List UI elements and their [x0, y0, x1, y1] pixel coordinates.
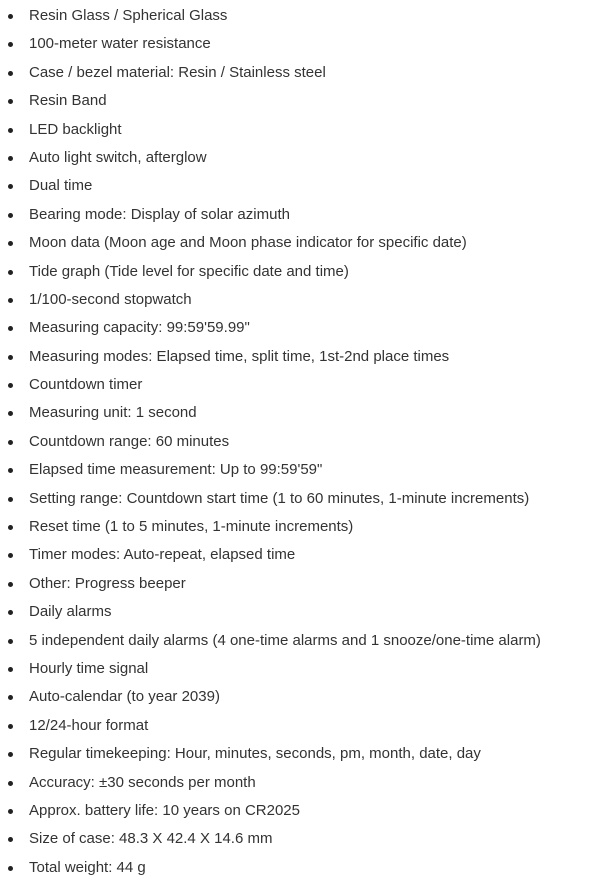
spec-list-item: [0, 343, 600, 371]
spec-text: Total weight: 44 g: [29, 858, 146, 876]
spec-text: Case / bezel material: Resin / Stainless steel: [29, 63, 326, 81]
bullet-icon: [8, 781, 13, 786]
bullet-icon: [8, 695, 13, 700]
spec-text: Accuracy: ±30 seconds per month: [29, 773, 256, 791]
spec-list-item: [0, 740, 600, 768]
bullet-icon: [8, 837, 13, 842]
spec-text: 5 independent daily alarms (4 one-time alarms and 1 snooze/one-time alarm): [29, 631, 541, 649]
spec-text: Dual time: [29, 177, 93, 195]
spec-list-item: [0, 570, 600, 598]
spec-list-item: [0, 2, 600, 30]
spec-text: Other: Progress beeper: [29, 574, 186, 592]
spec-text: Measuring capacity: 99:59'59.99": [29, 319, 250, 337]
spec-list-item: [0, 683, 600, 711]
bullet-icon: [8, 667, 13, 672]
bullet-icon: [8, 411, 13, 416]
bullet-icon: [8, 270, 13, 275]
spec-list-item: [0, 30, 600, 58]
spec-list-item: [0, 314, 600, 342]
spec-text: LED backlight: [29, 120, 122, 138]
bullet-icon: [8, 71, 13, 76]
spec-text: 100-meter water resistance: [29, 35, 211, 53]
bullet-icon: [8, 99, 13, 104]
spec-text: Auto light switch, afterglow: [29, 148, 207, 166]
bullet-icon: [8, 213, 13, 218]
bullet-icon: [8, 525, 13, 530]
bullet-icon: [8, 156, 13, 161]
spec-list-item: [0, 428, 600, 456]
bullet-icon: [8, 497, 13, 502]
bullet-icon: [8, 326, 13, 331]
bullet-icon: [8, 355, 13, 360]
spec-list-item: [0, 116, 600, 144]
spec-list-item: [0, 87, 600, 115]
spec-text: Timer modes: Auto-repeat, elapsed time: [29, 546, 296, 564]
spec-text: Regular timekeeping: Hour, minutes, seconds, pm, month, date, day: [29, 745, 481, 763]
bullet-icon: [8, 724, 13, 729]
bullet-icon: [8, 14, 13, 19]
spec-list-item: [0, 371, 600, 399]
spec-text: Setting range: Countdown start time (1 to 60 minutes, 1-minute increments): [29, 489, 530, 507]
spec-list-item: [0, 598, 600, 626]
spec-text: Countdown range: 60 minutes: [29, 432, 230, 450]
bullet-icon: [8, 468, 13, 473]
spec-list-item: [0, 229, 600, 257]
bullet-icon: [8, 610, 13, 615]
bullet-icon: [8, 866, 13, 871]
spec-text: Approx. battery life: 10 years on CR2025: [29, 801, 300, 819]
spec-text: Resin Glass / Spherical Glass: [29, 7, 228, 24]
spec-text: Hourly time signal: [29, 659, 149, 677]
spec-text: Daily alarms: [29, 603, 112, 621]
spec-list-item: [0, 172, 600, 200]
spec-list-item: [0, 655, 600, 683]
bullet-icon: [8, 241, 13, 246]
spec-text: Countdown timer: [29, 376, 143, 394]
spec-text: Reset time (1 to 5 minutes, 1-minute increments): [29, 518, 354, 536]
bullet-icon: [8, 582, 13, 587]
spec-list-item: [0, 456, 600, 484]
spec-list-item: [0, 541, 600, 569]
spec-text: 1/100-second stopwatch: [29, 290, 192, 308]
spec-text: 12/24-hour format: [29, 716, 149, 734]
bullet-icon: [8, 639, 13, 644]
spec-list-item: [0, 144, 600, 172]
spec-list-item: [0, 286, 600, 314]
spec-text: Elapsed time measurement: Up to 99:59'59": [29, 461, 323, 479]
spec-text: Measuring unit: 1 second: [29, 404, 197, 422]
spec-list-item: [0, 201, 600, 229]
bullet-icon: [8, 440, 13, 445]
spec-list-item: [0, 513, 600, 541]
bullet-icon: [8, 752, 13, 757]
bullet-icon: [8, 383, 13, 388]
spec-list-item: [0, 59, 600, 87]
spec-list-item: [0, 258, 600, 286]
spec-text: Auto-calendar (to year 2039): [29, 688, 220, 706]
bullet-icon: [8, 184, 13, 189]
spec-list-item: [0, 797, 600, 825]
spec-list-item: [0, 769, 600, 797]
spec-text: Measuring modes: Elapsed time, split time, 1st-2nd place times: [29, 347, 450, 365]
spec-text: Bearing mode: Display of solar azimuth: [29, 205, 290, 223]
spec-list-item: [0, 825, 600, 853]
spec-text: Size of case: 48.3 X 42.4 X 14.6 mm: [29, 830, 273, 848]
spec-text: Tide graph (Tide level for specific date and time): [29, 262, 349, 280]
spec-text: Resin Band: [29, 92, 107, 110]
bullet-icon: [8, 128, 13, 133]
spec-list-item: [0, 627, 600, 655]
bullet-icon: [8, 809, 13, 814]
spec-text: Moon data (Moon age and Moon phase indicator for specific date): [29, 234, 467, 252]
bullet-icon: [8, 553, 13, 558]
spec-list-item: [0, 485, 600, 513]
spec-list-item: [0, 854, 600, 882]
bullet-icon: [8, 298, 13, 303]
spec-list-item: [0, 399, 600, 427]
bullet-icon: [8, 42, 13, 47]
spec-list-item: [0, 712, 600, 740]
